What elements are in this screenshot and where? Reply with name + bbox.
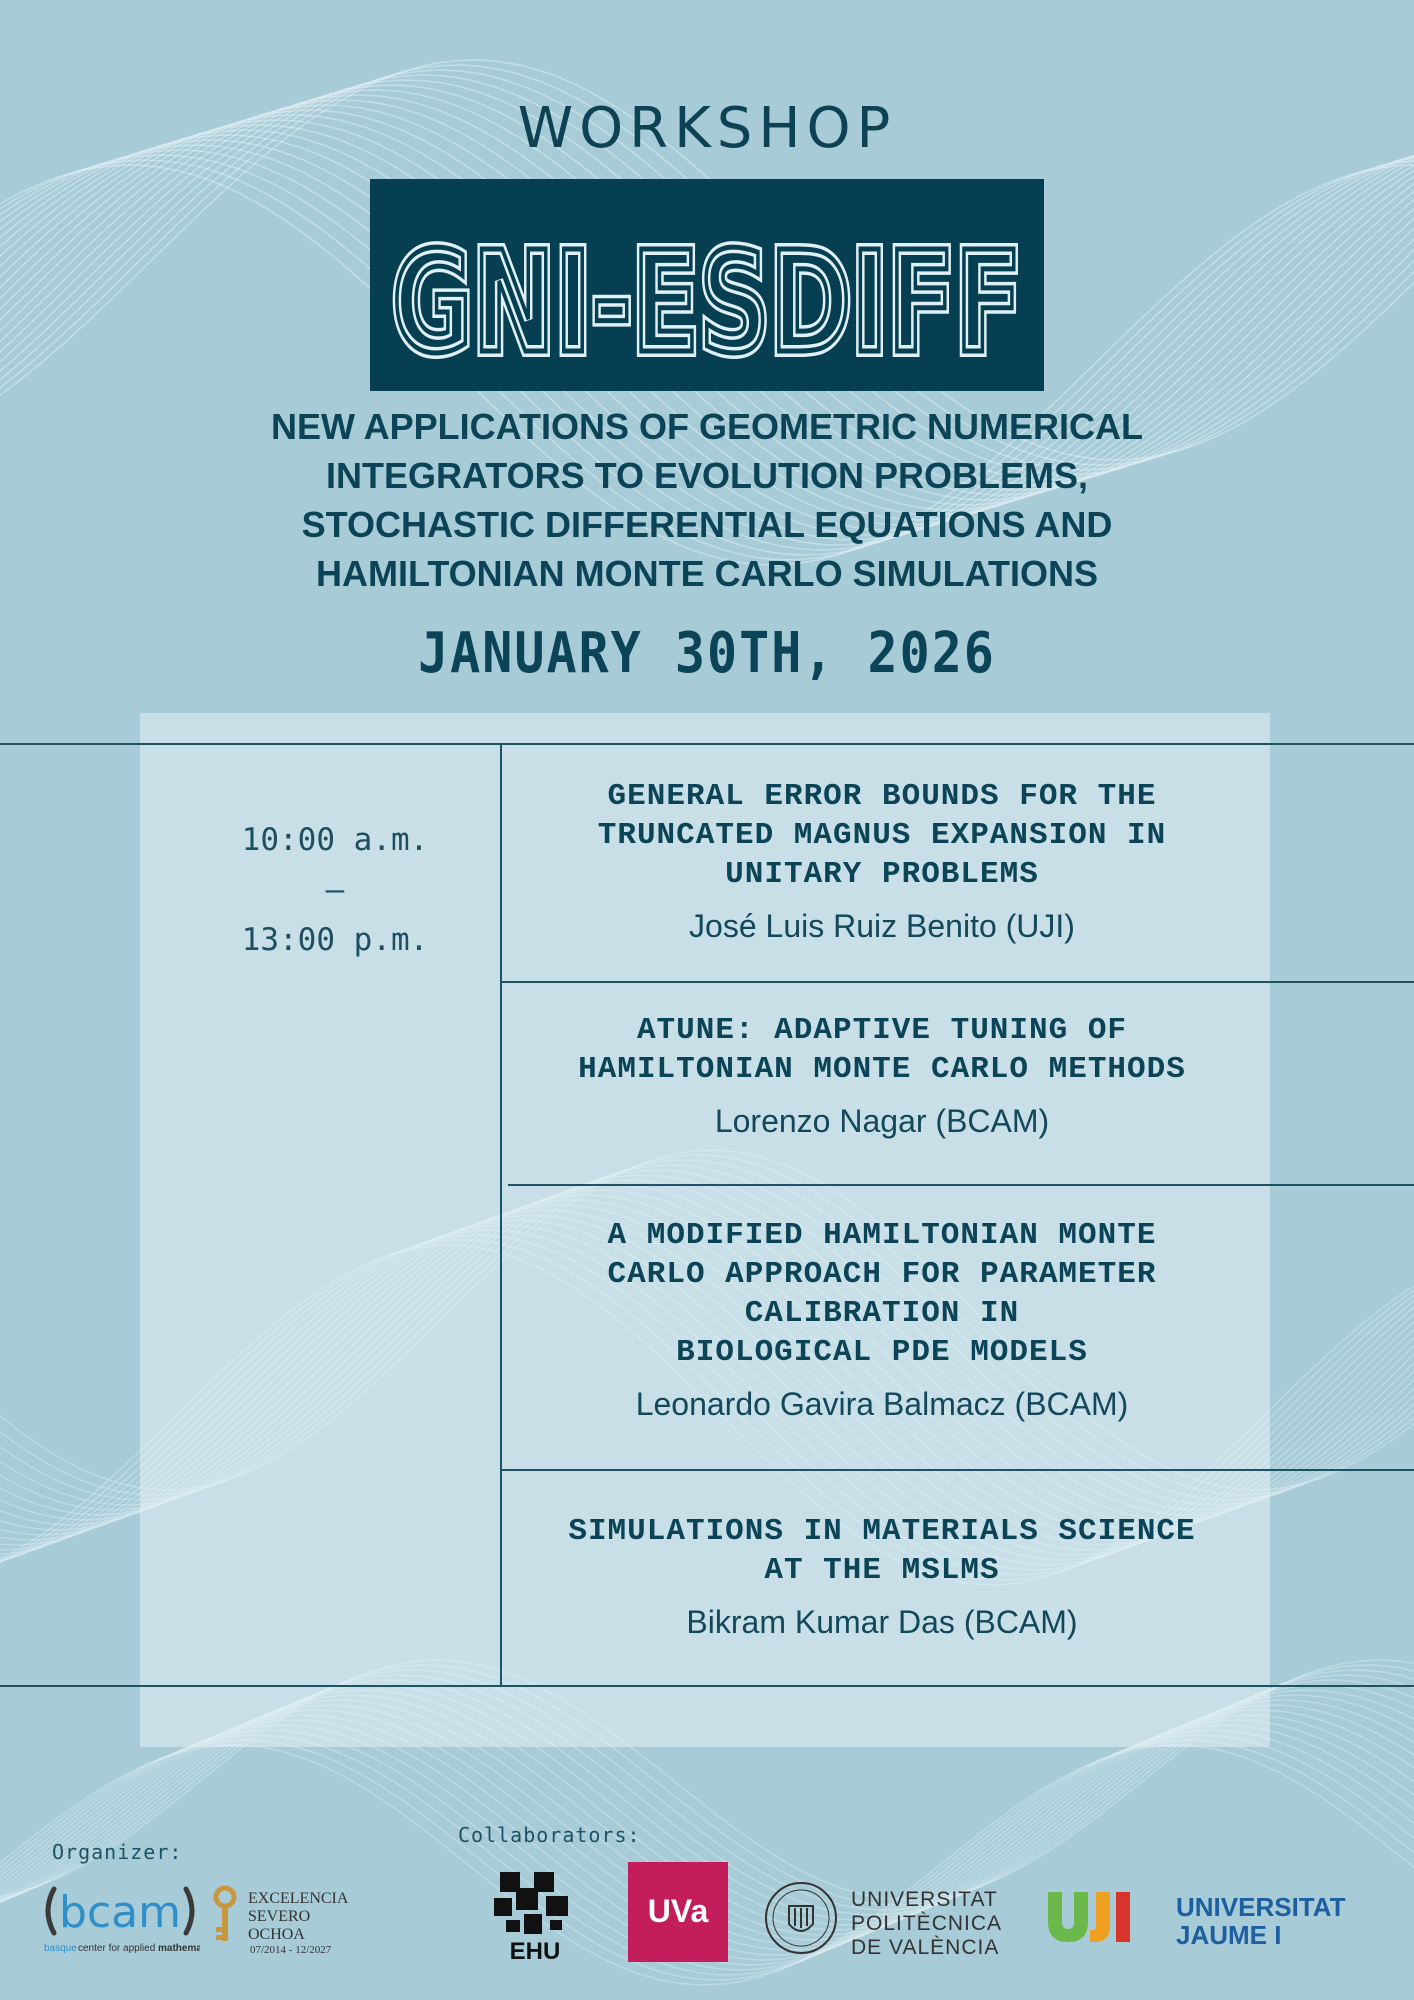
- key-icon: [216, 1888, 234, 1906]
- upv-logo: [763, 1878, 1003, 1958]
- uji-u-icon: [1048, 1892, 1088, 1942]
- talk-title-line: CALIBRATION IN: [744, 1296, 1020, 1331]
- upv-line3: DE VALÈNCIA: [851, 1936, 1000, 1958]
- workshop-kicker: WORKSHOP: [517, 96, 897, 161]
- uji-line1: UNIVERSITAT: [1176, 1892, 1346, 1922]
- collaborators-label: Collaborators:: [458, 1823, 641, 1847]
- bcam-tagline-b: center for applied: [78, 1943, 156, 1954]
- talk-title: [502, 1011, 1262, 1089]
- talk-title-line: GENERAL ERROR BOUNDS FOR THE: [607, 779, 1157, 814]
- divider: [500, 1469, 1414, 1471]
- talk-title-line: SIMULATIONS IN MATERIALS SCIENCE: [568, 1514, 1196, 1549]
- session-time: [140, 815, 530, 965]
- event-title: GNI-ESDIFF: [392, 222, 1022, 385]
- talk-title: [502, 1512, 1262, 1590]
- talk-1: [502, 777, 1262, 945]
- severo-line2: SEVERO: [248, 1908, 311, 1925]
- event-title-inner: GNI-ESDIFF: [392, 222, 1022, 385]
- ehu-wordmark: EHU: [509, 1938, 561, 1963]
- event-date: JANUARY 30TH, 2026: [418, 620, 996, 686]
- severo-line1: EXCELENCIA: [248, 1890, 349, 1907]
- bcam-wordmark: bcam: [59, 1887, 181, 1938]
- bcam-tagline-c: mathema: [158, 1943, 200, 1954]
- time-separator: –: [325, 872, 345, 908]
- uva-wordmark: UVa: [647, 1893, 709, 1929]
- upv-line1: UNIVERSITAT: [851, 1888, 998, 1911]
- talk-4: [502, 1512, 1262, 1641]
- talk-speaker: Leonardo Gavira Balmacz (BCAM): [635, 1386, 1129, 1422]
- ehu-logo: [490, 1868, 580, 1963]
- divider: [508, 1184, 1414, 1186]
- title-banner: [370, 179, 1044, 391]
- talk-title-line: ATUNE: ADAPTIVE TUNING OF: [636, 1013, 1128, 1048]
- subtitle-line: STOCHASTIC DIFFERENTIAL EQUATIONS AND: [301, 504, 1113, 545]
- talk-speaker: Lorenzo Nagar (BCAM): [714, 1103, 1050, 1139]
- talk-title-line: BIOLOGICAL PDE MODELS: [676, 1335, 1088, 1370]
- talk-title: [502, 777, 1262, 894]
- time-end: 13:00 p.m.: [241, 922, 429, 958]
- talk-title-line: TRUNCATED MAGNUS EXPANSION IN: [597, 818, 1167, 853]
- divider: [500, 981, 1414, 983]
- severo-line3: OCHOA: [248, 1926, 305, 1943]
- talk-2: [502, 1011, 1262, 1140]
- upv-line2: POLITÈCNICA: [851, 1912, 1003, 1935]
- organizer-label: Organizer:: [52, 1840, 183, 1864]
- subtitle-line: NEW APPLICATIONS OF GEOMETRIC NUMERICAL: [271, 406, 1143, 447]
- bcam-logo: [40, 1885, 200, 1957]
- divider: [0, 743, 1414, 745]
- talk-title-line: HAMILTONIAN MONTE CARLO METHODS: [578, 1052, 1186, 1087]
- subtitle-line: HAMILTONIAN MONTE CARLO SIMULATIONS: [316, 553, 1098, 594]
- talk-title: [502, 1216, 1262, 1372]
- subtitle-line: INTEGRATORS TO EVOLUTION PROBLEMS,: [325, 455, 1089, 496]
- talk-title-line: A MODIFIED HAMILTONIAN MONTE: [607, 1218, 1157, 1253]
- divider: [0, 1685, 1414, 1687]
- uji-logo: [1044, 1886, 1364, 1950]
- uva-logo: [628, 1862, 728, 1962]
- bcam-tagline-a: basque: [44, 1943, 77, 1954]
- talk-title-line: CARLO APPROACH FOR PARAMETER: [607, 1257, 1157, 1292]
- talk-speaker: José Luis Ruiz Benito (UJI): [689, 908, 1075, 944]
- talk-title-line: UNITARY PROBLEMS: [725, 857, 1039, 892]
- severo-dates: 07/2014 - 12/2027: [250, 1944, 332, 1956]
- time-start: 10:00 a.m.: [241, 822, 429, 858]
- talk-speaker: Bikram Kumar Das (BCAM): [686, 1604, 1078, 1640]
- event-subtitle: [200, 402, 1214, 598]
- talk-3: [502, 1216, 1262, 1423]
- talk-title-line: AT THE MSLMS: [764, 1553, 1000, 1588]
- uji-line2: JAUME I: [1176, 1920, 1282, 1950]
- severo-ochoa-logo: [210, 1883, 365, 1958]
